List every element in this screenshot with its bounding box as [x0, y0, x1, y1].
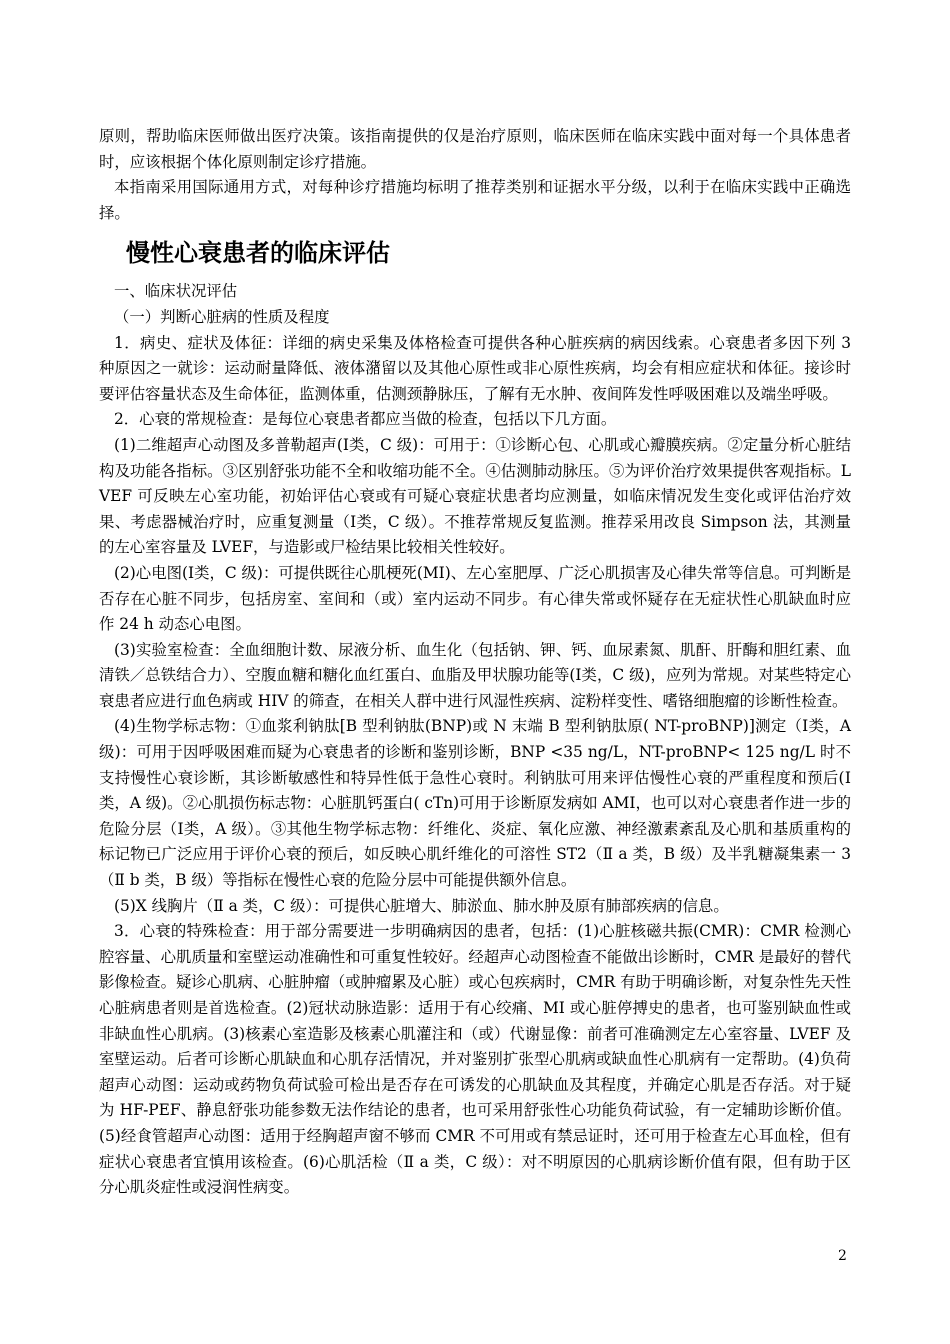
page-body	[99, 124, 851, 1201]
intro-paragraph-continued: 原则，帮助临床医师做出医疗决策。该指南提供的仅是治疗原则，临床医师在临床实践中面对每一个具体患者时，应该根据个体化原则制定诊疗措施。	[99, 127, 851, 171]
paragraph-special-exam: 3．心衰的特殊检查：用于部分需要进一步明确病因的患者，包括：(1)心脏核磁共振(CMR)：CMR 检测心腔容量、心肌质量和室壁运动准确性和可重复性较好。经超声心动图检查不能做出诊断时，CMR 是最好的替代影像检查。疑诊心肌病、心脏肿瘤（或肿瘤累及心脏）或心包疾病时，CMR 有助于明确诊断，对复杂性先天性心脏病患者则是首选检查。(2)冠状动脉造影：适用于有心绞痛、MI 或心脏停搏史的患者，也可鉴别缺血性或非缺血性心肌病。(3)核素心室造影及核素心肌灌注和（或）代谢显像：前者可准确测定左心室容量、LVEF 及室壁运动。后者可诊断心肌缺血和心肌存活情况，并对鉴别扩张型心肌病或缺血性心肌病有一定帮助。(4)负荷超声心动图：运动或药物负荷试验可检出是否存在可诱发的心肌缺血及其程度，并确定心肌是否存活。对于疑为 HF-PEF、静息舒张功能参数无法作结论的患者，也可采用舒张性心功能负荷试验，有一定辅助诊断价值。(5)经食管超声心动图：适用于经胸超声窗不够而 CMR 不可用或有禁忌证时，还可用于检查左心耳血栓，但有症状心衰患者宜慎用该检查。(6)心肌活检（Ⅱ a 类，C 级）：对不明原因的心肌病诊断价值有限，但有助于区分心肌炎症性或浸润性病变。	[99, 922, 851, 1197]
paragraph-biomarkers: (4)生物学标志物：①血浆利钠肽[B 型利钠肽(BNP)或 N 末端 B 型利钠肽原( NT-proBNP)]测定（Ⅰ类，A 级)：可用于因呼吸困难而疑为心衰患者的诊断和鉴别诊断，BNP <35 ng/L，NT-proBNP< 125 ng/L 时不支持慢性心衰诊断，其诊断敏感性和特异性低于急性心衰时。利钠肽可用来评估慢性心衰的严重程度和预后(Ⅰ类，A 级)。②心肌损伤标志物：心脏肌钙蛋白( cTn)可用于诊断原发病如 AMI，也可以对心衰患者作进一步的危险分层（Ⅰ类，A 级）。③其他生物学标志物：纤维化、炎症、氧化应激、神经激素紊乱及心肌和基质重构的标记物已广泛应用于评价心衰的预后，如反映心肌纤维化的可溶性 ST2（Ⅱ a 类，B 级）及半乳糖凝集素一 3（Ⅱ b 类，B 级）等指标在慢性心衰的危险分层中可能提供额外信息。	[99, 717, 851, 890]
paragraph-history: 1．病史、症状及体征：详细的病史采集及体格检查可提供各种心脏疾病的病因线索。心衰患者多因下列 3 种原因之一就诊：运动耐量降低、液体潴留以及其他心原性或非心原性疾病，均会有相应症状和体征。接诊时要评估容量状态及生命体征，监测体重，估测颈静脉压，了解有无水肿、夜间阵发性呼吸困难以及端坐呼吸。	[99, 333, 851, 403]
intro-paragraph-recommendation: 本指南采用国际通用方式，对每种诊疗措施均标明了推荐类别和证据水平分级，以利于在临床实践中正确选择。	[99, 178, 851, 222]
section-title: 慢性心衰患者的临床评估	[126, 239, 390, 268]
paragraph-lab-tests: (3)实验室检查：全血细胞计数、尿液分析、血生化（包括钠、钾、钙、血尿素氮、肌酐、肝酶和胆红素、血清铁／总铁结合力）、空腹血糖和糖化血红蛋白、血脂及甲状腺功能等(Ⅰ类，C 级)，应列为常规。对某些特定心衰患者应进行血色病或 HIV 的筛查，在相关人群中进行风湿性疾病、淀粉样变性、嗜铬细胞瘤的诊断性检查。	[99, 640, 851, 710]
paragraph-echocardiography: (1)二维超声心动图及多普勒超声(Ⅰ类，C 级)：可用于：①诊断心包、心肌或心瓣膜疾病。②定量分析心脏结构及功能各指标。③区别舒张功能不全和收缩功能不全。④估测肺动脉压。⑤为评价治疗效果提供客观指标。LVEF 可反映左心室功能，初始评估心衰或有可疑心衰症状患者均应测量，如临床情况发生变化或评估治疗效果、考虑器械治疗时，应重复测量（Ⅰ类，C 级）。不推荐常规反复监测。推荐采用改良 Simpson 法，其测量的左心室容量及 LVEF，与造影或尸检结果比较相关性较好。	[99, 435, 851, 557]
heading-disease-nature: （一）判断心脏病的性质及程度	[114, 307, 330, 326]
heading-clinical-status: 一、临床状况评估	[114, 282, 238, 301]
paragraph-ecg: (2)心电图(Ⅰ类，C 级)：可提供既往心肌梗死(MI)、左心室肥厚、广泛心肌损害及心律失常等信息。可判断是否存在心脏不同步，包括房室、室间和（或）室内运动不同步。有心律失常或怀疑存在无症状性心肌缺血时应作 24 h 动态心电图。	[99, 563, 851, 634]
paragraph-chest-xray: (5)X 线胸片（Ⅱ a 类，C 级）：可提供心脏增大、肺淤血、肺水肿及原有肺部疾病的信息。	[114, 896, 729, 915]
paragraph-routine-exam: 2．心衰的常规检查：是每位心衰患者都应当做的检查，包括以下几方面。	[114, 410, 617, 429]
page-number: 2	[838, 1248, 847, 1264]
